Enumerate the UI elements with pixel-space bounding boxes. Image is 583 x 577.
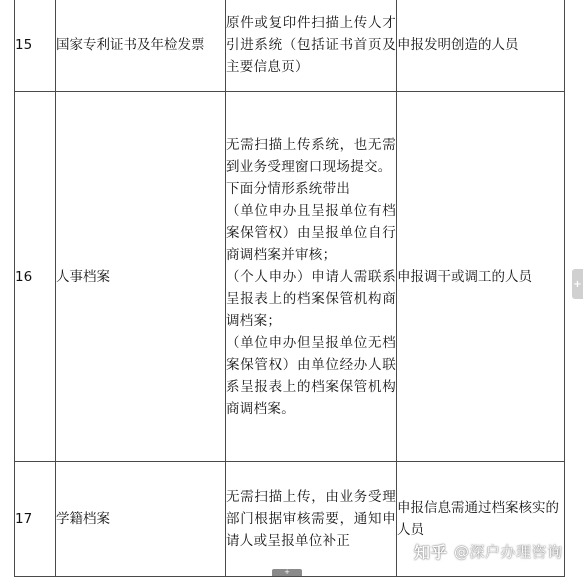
table-row	[15, 0, 565, 92]
applicable-scope: 申报调干或调工的人员	[397, 92, 565, 462]
watermark-brand: 知乎	[414, 543, 449, 562]
material-requirement	[226, 0, 397, 92]
requirement-text: 下面分情形系统带出	[226, 180, 351, 197]
requirement-text: 无需扫描上传系统，也无需到业务受理窗口现场提交。	[226, 136, 396, 175]
material-name: 人事档案	[56, 92, 226, 462]
watermark	[414, 540, 563, 563]
requirement-text: 原件或复印件扫描上传人才引进系统（包括证书首页及主要信息页）	[226, 15, 396, 75]
requirement-text: 无需扫描上传，由业务受理部门根据审核需要，通知申请人或呈报单位补正	[226, 489, 396, 549]
watermark-author: @深户办理咨询	[454, 543, 563, 561]
material-requirement	[226, 92, 397, 462]
row-number: 16	[15, 92, 56, 462]
material-name: 学籍档案	[56, 462, 226, 577]
applicable-scope: 申报信息需通过档案核实的人员	[397, 462, 565, 577]
requirement-text: （个人申办）申请人需联系呈报表上的档案保管机构商调档案；	[226, 268, 396, 329]
table-resize-handle[interactable]	[272, 569, 302, 576]
expand-side-tab[interactable]	[572, 269, 583, 299]
requirement-text: （单位申办且呈报单位有档案保管权）由呈报单位自行商调档案并审核；	[226, 202, 396, 263]
row-number: 15	[15, 0, 56, 92]
plus-icon: +	[284, 568, 290, 576]
plus-icon: +	[573, 278, 582, 290]
row-number: 17	[15, 462, 56, 577]
requirement-text: （单位申办但呈报单位无档案保管权）由单位经办人联系呈报表上的档案保管机构商调档案。	[226, 334, 396, 417]
material-requirement	[226, 462, 397, 577]
table-row	[15, 92, 565, 462]
applicable-scope: 申报发明创造的人员	[397, 0, 565, 92]
materials-table	[14, 0, 565, 577]
material-name: 国家专利证书及年检发票	[56, 0, 226, 92]
